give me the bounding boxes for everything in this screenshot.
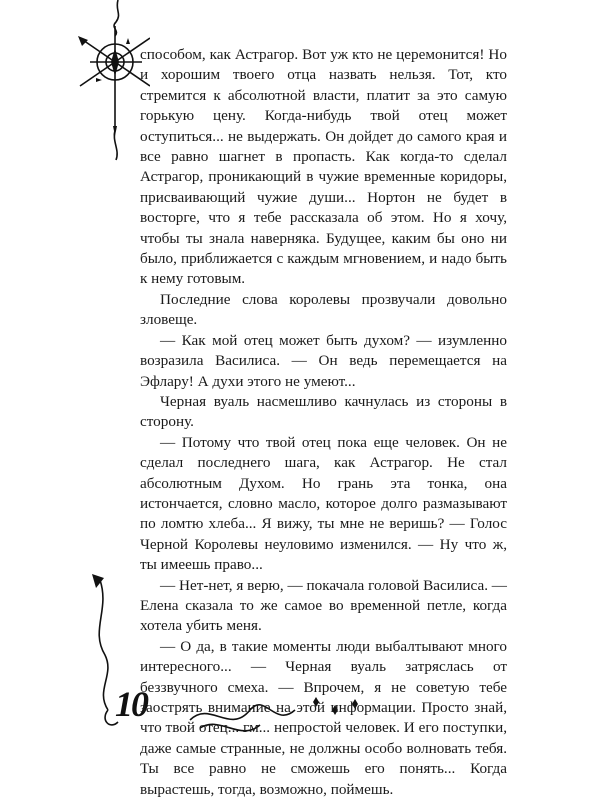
page-number: 10 <box>115 684 147 724</box>
body-text <box>140 45 507 800</box>
paragraph: — Как мой отец может быть духом? — изумленно возразила Василиса. — Он ведь перемещается на Эфлару! А духи этого не умеют... <box>140 331 507 390</box>
paragraph: способом, как Астрагор. Вот уж кто не церемонится! Но и хорошим твоего отца назвать нельзя. Тот, кто стремится к абсолютной власти, платит за это самую горькую цену. Когда-нибудь твой отец может оступиться... не выдержать. Он дойдет до самого края и все равно шагнет в пропасть. Как когда-то сделал Астрагор, проникающий в чужие временные коридоры, присваивающий чужие души... Нортон не будет в восторге, что я тебе рассказала об этом. Но я хочу, чтобы ты знала наверняка. Будущее, каким бы оно ни было, приближается с каждым мгновением, и надо быть к нему готовым. <box>140 46 507 288</box>
compass-ornament-icon <box>60 0 150 170</box>
paragraph: Черная вуаль насмешливо качнулась из стороны в сторону. <box>140 392 507 431</box>
paragraph: Последние слова королевы прозвучали довольно зловеще. <box>140 290 507 329</box>
paragraph: — Потому что твой отец пока еще человек. Он не сделал последнего шага, как Астрагор. Не стал абсолютным Духом. Но грань эта тонка, она истончается, словно масло, которое долго размазывают по ломтю хлеба... Я вижу, ты мне не веришь? — Голос Черной Королевы неуловимо изменился. — Ну что ж, ты имеешь право... <box>140 433 507 574</box>
paragraph: — Нет-нет, я верю, — покачала головой Василиса. — Елена сказала то же самое во временной петле, когда хотела убить меня. <box>140 576 507 635</box>
paragraph: — О да, в такие моменты люди выбалтывают много интересного... — Черная вуаль затряслась от беззвучного смеха. — Впрочем, я не советую тебе заострять внимание на этой информации. Просто знай, что твой отец... гм... непростой человек. И его поступки, даже самые странные, не должны особо волновать тебя. Ты все равно не сможешь его понять... Когда вырастешь, тогда, возможно, поймешь. <box>140 637 507 798</box>
